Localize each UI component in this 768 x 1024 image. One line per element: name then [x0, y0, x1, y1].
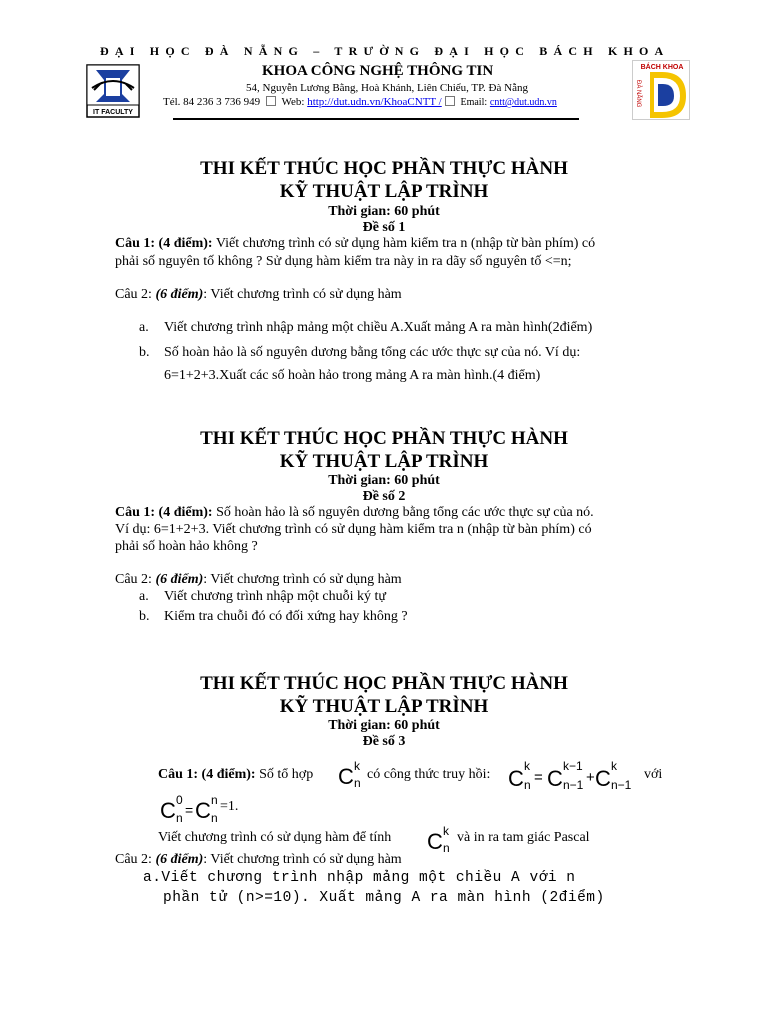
math-k: k: [443, 824, 449, 838]
math-c: C: [427, 829, 443, 854]
exam1-a-text: Viết chương trình nhập mảng một chiều A.Xuất mảng A ra màn hình(2điểm): [164, 320, 593, 335]
math-n: n: [211, 811, 218, 825]
exam3-q1-line2-a: Viết chương trình có sử dụng hàm để tính: [158, 830, 392, 845]
math-k: k: [611, 759, 617, 773]
exam3-q2-label: Câu 2:: [115, 852, 156, 867]
math-k-minus-1: k−1: [563, 759, 583, 773]
web-link[interactable]: http://dut.udn.vn/KhoaCNTT /: [307, 96, 442, 108]
web-label: Web:: [281, 96, 305, 108]
math-c: C: [508, 766, 524, 791]
exam1-q1-text1: Viết chương trình có sử dụng hàm kiểm tra n (nhập từ bàn phím) có: [212, 236, 596, 251]
email-link[interactable]: cntt@dut.udn.vn: [489, 97, 557, 108]
exam2-a-marker: a.: [139, 589, 149, 604]
exam1-q2-label: Câu 2:: [115, 287, 156, 302]
recurrence-formula: [506, 756, 642, 794]
exam3-q1-text-d: =1.: [220, 799, 239, 814]
exam1-a-marker: a.: [139, 320, 149, 335]
exam3-title-line2: KỸ THUẬT LẬP TRÌNH: [279, 696, 489, 717]
exam3-title-line1: THI KẾT THÚC HỌC PHẦN THỰC HÀNH: [200, 673, 568, 694]
exam2-q1-line2: Ví dụ: 6=1+2+3. Viết chương trình có sử dụng hàm kiểm tra n (nhập từ bàn phím) có: [115, 522, 592, 537]
exam1-b-marker: b.: [139, 345, 150, 360]
phone-number: Tél. 84 236 3 736 949: [163, 96, 261, 108]
bach-khoa-logo-icon: [632, 60, 690, 120]
exam3-q1-label-row: [158, 767, 313, 783]
department-address: 54, Nguyễn Lương Bằng, Hoà Khánh, Liên Chiểu, TP. Đà Nẵng: [246, 82, 528, 94]
exam2-q1-line3: phải số hoàn hảo không ?: [115, 539, 258, 554]
header-divider: [173, 118, 579, 120]
exam2-title-line2: KỸ THUẬT LẬP TRÌNH: [279, 451, 489, 472]
math-eq: =: [185, 802, 194, 818]
math-zero: 0: [176, 793, 183, 807]
exam1-time: Thời gian: 60 phút: [328, 204, 440, 219]
exam1-q2: [115, 287, 402, 303]
math-n-minus-1: n−1: [563, 778, 584, 792]
exam1-b-line1: Số hoàn hảo là số nguyên dương bằng tổng các ước thực sự của nó. Ví dụ:: [164, 345, 581, 360]
bach-khoa-logo: [632, 60, 690, 120]
exam3-a-line2: phần tử (n>=10). Xuất mảng A ra màn hình (2điểm): [163, 890, 605, 906]
exam2-q2-points: (6 điểm): [155, 572, 204, 587]
math-plus: +: [586, 769, 595, 786]
exam3-q1-line2-b: và in ra tam giác Pascal: [457, 830, 590, 845]
exam2-q2-text: : Viết chương trình có sử dụng hàm: [203, 572, 402, 587]
bach-khoa-logo-caption: BÁCH KHOA: [640, 64, 684, 71]
bach-khoa-logo-side: ĐÀ NẴNG: [635, 80, 641, 108]
email-label: Email:: [460, 97, 488, 108]
contact-line: [163, 96, 557, 108]
exam1-q1-label: Câu 1: (4 điểm):: [115, 236, 213, 251]
it-faculty-logo-icon: [86, 64, 140, 118]
exam2-q2-label: Câu 2:: [115, 572, 156, 587]
exam1-q2-points: (6 điểm): [155, 287, 204, 302]
math-c: C: [547, 766, 563, 791]
exam3-a-line1: a.Viết chương trình nhập mảng một chiều A với n: [143, 870, 576, 886]
math-c: C: [195, 798, 211, 823]
math-n: n: [443, 841, 450, 855]
exam2-code: Đề số 2: [362, 489, 406, 504]
exam3-time: Thời gian: 60 phút: [328, 718, 440, 733]
exam3-q1-text-c: với: [644, 767, 663, 782]
combination-symbol-1: [336, 756, 368, 790]
bullet-box-icon: [445, 96, 455, 106]
it-faculty-logo: [86, 64, 140, 118]
exam2-b-text: Kiểm tra chuỗi đó có đối xứng hay không ?: [164, 609, 408, 624]
exam3-q1-label: Câu 1: (4 điểm):: [158, 767, 256, 782]
math-k: k: [354, 759, 360, 773]
math-n: n: [211, 793, 218, 807]
math-c: C: [160, 798, 176, 823]
exam3-q2-points: (6 điểm): [155, 852, 204, 867]
university-name: ĐẠI HỌC ĐÀ NẴNG – TRƯỜNG ĐẠI HỌC BÁCH KHOA: [100, 44, 670, 58]
department-name: KHOA CÔNG NGHỆ THÔNG TIN: [262, 63, 494, 79]
exam3-q2-text: : Viết chương trình có sử dụng hàm: [203, 852, 402, 867]
math-c: C: [338, 764, 354, 789]
exam3-q1-text-a: Số tổ hợp: [255, 767, 314, 782]
exam3-q1-text-b: có công thức truy hồi:: [367, 767, 491, 782]
math-n: n: [176, 811, 183, 825]
it-faculty-logo-caption: IT FACULTY: [93, 109, 133, 116]
exam2-q1-line1: [115, 505, 594, 521]
exam1-code: Đề số 1: [362, 220, 406, 235]
combination-symbol-2: [425, 821, 457, 855]
bullet-box-icon: [266, 96, 276, 106]
exam3-code: Đề số 3: [362, 734, 406, 749]
exam1-q1-line2: phải số nguyên tố không ? Sử dụng hàm kiểm tra này in ra dãy số nguyên tố <=n;: [115, 254, 572, 269]
math-eq: =: [534, 769, 543, 786]
math-n: n: [354, 776, 361, 790]
math-n-minus-1: n−1: [611, 778, 632, 792]
exam1-b-line2: 6=1+2+3.Xuất các số hoàn hảo trong mảng A ra màn hình.(4 điểm): [164, 368, 541, 383]
exam2-a-text: Viết chương trình nhập một chuỗi ký tự: [164, 589, 386, 604]
math-n: n: [524, 778, 531, 792]
exam2-q1-label: Câu 1: (4 điểm):: [115, 505, 213, 520]
exam2-time: Thời gian: 60 phút: [328, 473, 440, 488]
exam3-q2: [115, 852, 402, 868]
math-k: k: [524, 759, 530, 773]
exam1-title-line2: KỸ THUẬT LẬP TRÌNH: [279, 181, 489, 202]
math-c: C: [595, 766, 611, 791]
exam1-q2-text: : Viết chương trình có sử dụng hàm: [203, 287, 402, 302]
exam1-q1-line1: [115, 236, 595, 252]
exam2-q1-text1: Số hoàn hảo là số nguyên dương bằng tổng các ước thực sự của nó.: [212, 505, 594, 520]
exam2-q2: [115, 572, 402, 588]
exam2-b-marker: b.: [139, 609, 150, 624]
exam2-title-line1: THI KẾT THÚC HỌC PHẦN THỰC HÀNH: [200, 428, 568, 449]
exam1-title-line1: THI KẾT THÚC HỌC PHẦN THỰC HÀNH: [200, 158, 568, 179]
